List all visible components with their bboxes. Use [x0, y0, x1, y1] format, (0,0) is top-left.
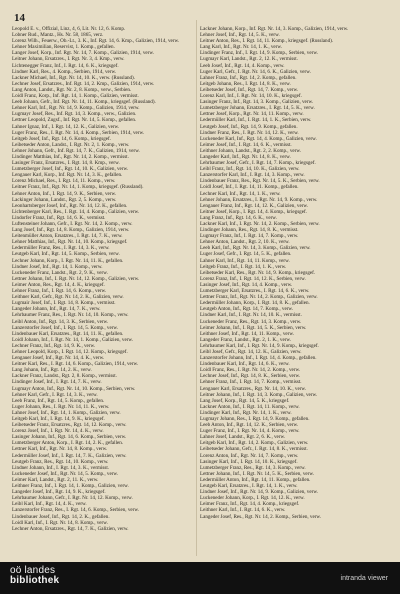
register-entry: Leitenmüller Anton, Ersatzres., I. Rgt. 14, 7. K., verw. [12, 233, 123, 240]
register-entry: Lindinger Josef, Inf., I. Rgt. 14, 7. K., verw. [12, 379, 102, 386]
register-entry: Ledermüller Anton, Inf., Rgt. 14, 11. Komp., gefallen. [200, 476, 311, 483]
register-entry: Lehner Maximilian, Reservist, 1. Komp., gefallen. [12, 44, 115, 51]
left-column [12, 26, 200, 556]
register-entry: Lumetzberger Johann, Ersatzres., I. Rgt. 14, 5. K., verw. [200, 105, 315, 112]
register-entry: Lahner Ignaz, Inf., I. Rgt. 14, 12. K., Galizien, verw. [12, 123, 120, 130]
register-entry: Leithner Karl, Inf., I. Rgt. 14, 6. K., verw. [200, 507, 286, 514]
register-entry: Lehrbaumer Josef, Gefr., I. Rgt. 14, 7. Komp., kriegsgef. [200, 160, 316, 167]
register-entry: Lehner Anton, Landst., Rgt. 2, 10. K., verw. [200, 239, 290, 246]
register-entry: Lugmayr Franz, Inf., I. Rgt. 14, 7. Komp., verw. [200, 233, 299, 240]
register-entry: Leitner Karl, Res., I. Rgt. 14, 6. Komp., Galizien, 1914, verw. [12, 361, 139, 368]
register-entry: Leibetseder Josef, Inf., Rgt. 14, 7. Komp., verw. [200, 86, 299, 93]
register-entry: Luftensteiner Johann, Gefr., I. Rgt. Nr. 14, 2. Komp., verw. [12, 221, 133, 227]
register-entry: Lehner Franz, Inf., I. Rgt. 14, 7. Komp., vermisst. [200, 379, 302, 386]
register-entry: Leibetseder Franz, Ersatzres., Rgt. 14, 12. Komp., verw. [12, 422, 127, 429]
register-entry: Leitner Johann, Inf., I. Rgt. 14, 3. Komp., Galizien, verw. [200, 391, 318, 398]
register-entry: Lorenz Michael, Res., I. Rgt. 14, 11. Komp., verw. [12, 178, 116, 185]
register-entry: Leeb Karl, Inf., Rgt. Nr. 14, 3. Komp., Galizien, verw. [200, 245, 311, 252]
register-entry: Lehner Johann, Gefr., Inf. Rgt. 14, 7. K., Galizien, 1914, verw. [12, 147, 140, 154]
logo-line-1: oö landes [10, 565, 56, 576]
register-entry: Ledermüller Franz, Res., I. Rgt. 14, 3. K., verw. [12, 245, 110, 252]
register-entry: Luckeneder Karl, Inf., Rgt. 14, 4. Komp., Galizien, verw. [200, 135, 317, 142]
register-entry: Leonhartsberger Josef, Inf., Rgt. Nr. 14, 12. K., gefallen. [12, 202, 128, 209]
register-entry: Luckeneder Josef, Inf., Rgt. Nr. 14, 5. Komp., verw. [12, 470, 119, 477]
register-entry: Lanzerstorfer Josef, Inf., I. Rgt. 14, 5. Komp., verw. [12, 324, 119, 331]
register-entry: Lumetzberger Anton, Korp., I. Rgt. 14, 2. K., gefallen. [12, 440, 124, 447]
register-entry: Ledermüller Josef, Inf., I. Rgt. 14, 7. K., Galizien, verw. [12, 452, 127, 459]
register-entry: Leibl Karl, Inf., Rgt. 14, 4. K., verw. [12, 501, 87, 508]
register-entry: Lumetzberger Karl, Ersatzres., I. Rgt. 14, 6. K., verw. [200, 288, 310, 295]
register-entry: Lehner Karl, Inf., Rgt. Nr. 14, 9. Komp., Galizien, 1914, verw. [12, 105, 140, 112]
register-entry: Leutgeb Karl, Ersatzres., I. Rgt. 14, 1. K., verw. [200, 483, 298, 490]
register-entry: Luger Karl, Gefr., I. Rgt. Nr. 14, 6. K., Galizien, verw. [200, 68, 311, 75]
register-entry: Leibetseder Karl, Res., Rgt. Nr. 14, 9. Komp., kriegsgef. [200, 269, 316, 276]
register-entry: Lettner Josef, Korp., Rgt. Nr. 14, 11. Komp., verw. [200, 111, 304, 118]
register-entry: Lugmayr Josef, Res., Inf. Rgt. 14, 3. Komp., verw., Galizien. [12, 111, 137, 118]
register-entry: Luger Josef, Gefr., I. Rgt. 14, 5. K., gefallen. [200, 251, 292, 258]
register-entry: Langeder Karl, Inf., Rgt. Nr. 14, 8. K., verw. [200, 153, 291, 160]
register-entry: Lindner Josef, Inf., Rgt. 14, 1. Komp., verw. [12, 263, 103, 270]
register-entry: Lang Anton, Landst., Rgt. Nr. 2, 8. Komp., verw., Serbien. [12, 86, 132, 93]
register-entry: Lobner Rud., Mantz., Hs. Nr. 58, 1865, verz. [12, 32, 104, 39]
register-entry: Leitgeb Josef, Inf., Rgt. 14, 6. Komp., kriegsgef. [12, 135, 112, 142]
register-entry: Lengauer Josef, Inf., Rgt. Nr. 14, 4. K., verw. [12, 355, 105, 362]
register-entry: Leitner Anton, Res., I. Rgt. 14, 11. Komp., kriegsgef. (Russland). [200, 38, 334, 45]
register-entry: Lindinger Matthias, Inf., Rgt. Nr. 14, 2. Komp., vermisst. [12, 153, 129, 160]
viewer-label: intranda viewer [340, 575, 388, 582]
register-entry: Luger Franz, Res., I. Rgt. Nr. 14, 4. Komp., Serbien, 1914, verw. [12, 129, 145, 136]
register-entry: Lugmair Josef, Inf., I. Rgt. 14, 8. Komp., vermisst. [12, 300, 116, 307]
register-entry: Loidl Franz, Korp., Inf. Rgt. 14, 1. Komp., Galizien, vermisst. [12, 93, 139, 100]
register-entry: Leimer Anton, Res., Rgt. 14, 4. K., kriegsgef. [12, 281, 105, 288]
register-entry: Lumetzberger Josef, Inf., Rgt. 14, 10. K., Galizien, verw. [12, 166, 129, 173]
register-entry: Leeb Anton, Inf., Rgt. 14, 12. K., Serbien, verw. [200, 422, 299, 429]
register-entry: Leutgeb Karl, Inf., Rgt. 14, 5. Komp., Serbien, verw. [12, 251, 120, 258]
register-entry: Lindenbauer Karl, Inf., Rgt. 14, 6. K., verw. [200, 361, 290, 368]
register-entry: Leitner Johann, Ersatzres., I. Rgt. Nr. 3, 4. Kmp., verw. [12, 56, 125, 63]
register-entry: Lehner Matthias, Inf., Rgt. Nr. 14, 10. Komp., kriegsgef. [12, 239, 128, 246]
register-entry: Lackner Michael, Inf., Rgt. Nr. 14, 10. K., verw. (Russland). [12, 74, 136, 81]
register-entry: Leitgeb Johann, Res., I. Rgt. 14, 8. K., verw. [200, 80, 291, 87]
register-entry: Langeder Josef, Inf., Rgt. 14, 9. K., kriegsgef. [12, 489, 106, 496]
register-entry: Leibl Josef, Gefr., Rgt. 14, 12. K., Galizien, verw. [200, 348, 302, 355]
register-entry: Lang Johann, Inf., Rgt. 14, 2. K., verw. [12, 367, 92, 374]
register-entry: Lorenz Franz, Inf., I. Rgt. 14, 12. K., Serbien, verw. [200, 275, 306, 282]
register-entry: Leibetseder Johann, Gefr., I. Rgt. 14, 8. K., vermisst. [200, 446, 308, 453]
register-entry: Leimer Josef, Inf., I. Rgt. 14, 6. K., vermisst. [200, 141, 292, 148]
register-entry: Leeb Franz, Inf., Rgt. 14, 5. Komp., gefallen. [12, 397, 105, 404]
register-entry: Lahner Josef, Inf., Rgt. 14, 1. Komp., Galizien, verw. [12, 409, 121, 416]
register-entry: Lang Josef, Inf., Rgt. 14, 8. Komp., Galizien, 1914, verw. [12, 227, 130, 234]
register-entry: Leutgeb Franz, Res., Rgt. 14, 10. Komp., verw. [12, 458, 109, 465]
register-entry: Lehner Josef, Inf., Rgt. 14, 5. K., verw. [200, 32, 280, 39]
register-entry: Lindner Franz, Res., I. Rgt. Nr. 14, 12. K., verw. [200, 129, 299, 136]
register-entry: Lengauer Franz, Inf., Rgt. 14, 12. K., Galizien, verw. [200, 202, 309, 209]
register-entry: Leithner Franz, Inf., I. Rgt. 14, 1. Komp., Galizien, verw. [12, 483, 129, 490]
register-entry: Lackner Franz, Landst., Rgt. 2, 8. Komp., vermisst. [12, 373, 117, 380]
register-entry: Lindner Karl, Res., 4. Komp., Serbien, 1914, verw. [12, 68, 117, 75]
register-entry: Lettner Karl, Inf., Rgt. Nr. 14, 8. Komp., verw. [12, 446, 108, 453]
register-entry: Langeder Johann, Inf., Rgt. 14, 7. K., verw. [12, 306, 101, 313]
register-entry: Luckeneder Franz, Res., Rgt. 14, 3. Komp., verw. [200, 318, 302, 325]
register-entry: Lanzerstorfer Karl, Inf., I. Rgt. 14, 3. Komp., verw. [200, 172, 305, 179]
register-entry: Lanzerstorfer Johann, Inf., I. Rgt. 14, 4. Komp., gefallen. [200, 355, 317, 362]
register-entry: Lechner Karl, Inf., Rgt. 14, 1. K., verw. [200, 190, 281, 197]
page-number: 14 [14, 12, 25, 24]
register-entry: Lorenz Anton, Inf., Rgt. Nr. 14, 7. Komp., verw. [200, 452, 299, 459]
register-entry: Leutgeb Anton, Inf., Rgt. 14, 7. Komp., verw. [200, 306, 294, 313]
column-divider [196, 20, 197, 556]
register-entry: Lang Josef, Korp., Rgt. 14, 5. K., kriegsgef. [200, 397, 290, 404]
register-entry: Lackner Anton, Inf., I. Rgt. 14, 11. Komp., verw. [200, 403, 300, 410]
register-entry: Lackinger Johann, Landst., Rgt. 2, 5. Komp., verw. [12, 196, 117, 203]
register-entry: Lichtenegger Franz, Inf., I. Rgt. 14, 6. K., kriegsgef. [12, 62, 119, 69]
register-entry: Lackner Karl, Inf., I. Rgt. Nr. 14, 2. Komp., Serbien, verw. [200, 221, 320, 227]
register-entry: Lechner Josef, Inf., Rgt. 14, 8. K., Serbien, verw. [200, 373, 301, 380]
register-entry: Leibl Anton, Inf., Rgt. 14, 3. K., Serbien, verw. [12, 318, 109, 325]
register-entry: Lasinger Karl, Inf., I. Rgt. 14, 10. K., kriegsgef. [200, 458, 298, 465]
library-logo[interactable] [10, 566, 59, 586]
register-entry: Leibetseder Anton, Landst., I. Rgt. Nr. 2, 1. Komp., verw. [12, 141, 130, 148]
register-entry: Leeb Johann, Gefr., Inf. Rgt. Nr. 14, 11. Komp., kriegsgef. (Russland). [12, 99, 156, 106]
register-entry: Lugmayr Johann, Res., I. Rgt. 14, 9. Komp., gefallen. [200, 416, 310, 422]
register-entry: Lengauer Karl, Korp., Inf. Rgt. Nr. 14, 3. K., gefallen. [12, 172, 123, 179]
register-entry: Lindner Karl, Inf., I. Rgt. Nr. 14, 10. K., vermisst. [200, 312, 302, 319]
register-entry: Lindner Johann, Inf., I. Rgt. 14, 3. K., vermisst. [12, 464, 110, 471]
register-entry: Luger Franz, Inf., I. Rgt. Nr. 14, 4. Komp., verw. [200, 428, 300, 435]
right-column [200, 26, 388, 556]
register-entry: Leitner Josef, Korp., I. Rgt. 14, 4. Komp., kriegsgef. [200, 208, 307, 215]
register-entry: Leithner Karl, Gefr., Rgt. Nr. 14, 2. K., Galizien, verw. [12, 294, 124, 301]
register-entry: Lehrbaumer Johann, Gefr., I. Rgt. Nr. 14, 12. Komp., verw. [12, 495, 133, 502]
register-entry: Leitgeb Karl, Inf., Rgt. 14, 2. Komp., Galizien, verw. [200, 440, 309, 447]
register-entry: Lettner Franz, Inf., Rgt. Nr. 14, 2. Komp., Galizien, verw. [200, 294, 318, 301]
viewer-footer [0, 562, 400, 594]
register-entry: Lehrbaumer Franz, Res., I. Rgt. Nr. 14, 10. Komp., verw. [12, 312, 129, 319]
register-entry: Leimer Franz, Inf., Rgt. 14, 4. Komp., kriegsgef. [200, 501, 300, 508]
register-entry: Lettner Leopold, Zugsf., Inf. Rgt. Nr. 14, 5. Komp., gefallen. [12, 117, 137, 124]
register-entry: Lasinger Franz, Ersatzres., I. Rgt. 14, 8. Kmp., verw. [12, 160, 120, 167]
register-entry: Lahner Karl, Inf., Rgt. 14, 11. Komp., verw. [200, 257, 290, 264]
register-entry: Lindinger Karl, Inf., Rgt. Nr. 14, 1. K., verw. [200, 409, 292, 416]
register-entry: Lichtenberger Karl, Res., I. Rgt. 14, 4. Komp., Galizien, verw. [12, 208, 140, 215]
register-entry: Luger Johann, Res., I. Rgt. Nr. 14, 11. K., verw. [12, 403, 110, 410]
register-entry: Leeb Josef, Inf., Rgt. 14, 4. Komp., verw. [200, 62, 285, 69]
register-entry: Lehner Johann, Ersatzres., I. Rgt. Nr. 14, 9. Komp., verw. [200, 196, 318, 203]
register-entry: Loidl Franz, Res., I. Rgt. Nr. 14, 2. Komp., verw. [200, 367, 301, 374]
register-entry: Lengauer Karl, Ersatzres., Rgt. Nr. 14, 10. K., verw. [200, 385, 307, 392]
register-entry: Ledermüller Johann, Korp., I. Rgt. 14, 8. K., gefallen. [200, 300, 310, 307]
register-entry: Leopold E. v., Offizial, Linz, 4, 6, Lit. Nr. 12, 6. Komp. [12, 26, 126, 32]
register-entry: Lumetzberger Franz, Res., Rgt. 14, 3. Komp., verw. [200, 464, 306, 471]
register-entry: Lechner Johann, Korp., I. Rgt. Nr. 14, 11. K., gefallen. [12, 257, 124, 264]
register-entry: Loidl Karl, Inf., I. Rgt. Nr. 14, 8. Komp., verw. [12, 519, 108, 526]
register-entry: Loidl Johann, Inf., I. Rgt. Nr. 14, 1. Komp., Galizien, verw. [12, 336, 134, 343]
register-entry: Leutgeb Josef, Inf., Rgt. 14, 9. Komp., gefallen. [200, 123, 298, 130]
register-entry: Loidl Josef, Inf., I. Rgt. 14, 11. Komp., gefallen. [200, 184, 299, 191]
register-entry: Lanzerstorfer Franz, Res., I. Rgt. 14, 6. Komp., Serbien, verw. [12, 507, 139, 514]
register-entry: Lang Franz, Inf., Rgt. 14, 6. K., verw. [200, 214, 277, 221]
register-entry: Lehner Leopold, Korp., I. Rgt. 14, 12. Komp., kriegsgef. [12, 348, 128, 355]
register-entry: Lasinger Franz, Inf., Rgt. 14, 3. Komp., Galizien, verw. [200, 99, 314, 106]
register-entry: Lettner Johann, Inf., I. Rgt. Nr. 14, 5. K., Serbien, verw. [200, 470, 314, 477]
register-entry: Luckeneder Johann, Korp., I. Rgt. 14, 12. K., verw. [200, 495, 305, 502]
logo-line-2: bibliothek [10, 575, 60, 586]
register-entry: Lindenbauer Karl, Ersatzres., Rgt. 14, 11. K., gefallen. [12, 330, 124, 337]
register-entry: Langer Josef, Korp., Inf. Rgt. Nr. 14, 7. Komp., Galizien, 1914, verw. [12, 50, 154, 57]
register-entry: Leitgeb Karl, Inf., I. Rgt. 14, 9. K., kriegsgef. [12, 416, 105, 422]
register-entry: Lehner Anton, Inf., I. Rgt. 14, 9. K., Serbien, verw. [12, 190, 117, 197]
register-entry: Leitgeb Franz, Inf., I. Rgt. 14, 1. K., verw. [200, 263, 287, 270]
register-entry: Lindorfer Franz, Inf., Rgt. 14, 6. K., vermisst. [12, 214, 106, 221]
register-entry: Leibl Franz, Inf., Rgt. 14, 10. K., Galizien, verw. [200, 166, 300, 173]
register-entry: Langeder Josef, Res., Rgt. Nr. 14, 2. Komp., Serbien, verw. [200, 513, 322, 520]
register-entry: Lorenz Josef, Inf., I. Rgt. Nr. 14, 4. K., verw. [12, 428, 104, 435]
register-entry: Lindinger Johann, Res., Rgt. 14, 8. K., vermisst. [200, 227, 299, 234]
register-entry: Lugmayr Karl, Landst., Rgt. 2, 12. K., vermisst. [200, 56, 298, 63]
register-entry: Lasinger Josef, Inf., Rgt. 14, 4. Komp., verw. [200, 281, 293, 288]
register-entry: Lehrbaumer Karl, Inf., I. Rgt. Nr. 14, 9. Komp., kriegsgef. [200, 342, 319, 349]
register-entry: Lindenbauer Josef, Inf., Rgt. 14, 2. K., gefallen. [12, 513, 110, 520]
register-entry: Lechner Franz, Inf., Rgt. 14, 9. K., verw. [12, 342, 96, 349]
register-entry: Leimer Karl, Landst., Rgt. 2, 11. K., verw. [12, 476, 99, 483]
register-entry: Lindenbauer Franz, Res., Rgt. Nr. 14, 5. K., Serbien, verw. [200, 178, 320, 185]
register-entry: Lindner Josef, Inf., Rgt. Nr. 14, 9. Komp., Galizien, verw. [200, 489, 318, 496]
register-entry: Leithner Johann, Landst., Rgt. 2, 2. Komp., verw. [200, 147, 301, 154]
register-entry: Lahner Franz, Inf., Rgt. 14, 2. Komp., gefallen. [200, 74, 297, 81]
register-entry: Lorenz Karl, Inf., I. Rgt. Nr. 14, 10. K., kriegsgef. [200, 93, 302, 100]
register-entry: Lindinger Franz, Inf., I. Rgt. 14, 9. Komp., Serbien, verw. [200, 50, 318, 57]
register-entry: Lettner Johann, Inf., I. Rgt. Nr. 14, 12. Komp., Galizien, verw. [12, 275, 140, 282]
register-entry: Leimer Johann, Inf., I. Rgt. 14, 5. K., Serbien, verw. [200, 324, 307, 331]
register-entry: Leithner Josef, Inf., Rgt. 14, 11. Komp., verw. [200, 330, 294, 337]
register-entry: Lechner Josef, Ersatzres., Inf. Rgt. 14, 2. Kmp., Galizien, 1914, verw. [12, 80, 155, 87]
register-entry: Luckeneder Franz, Landst., Rgt. 2, 9. K., verw. [12, 269, 108, 276]
register-entry: Lugmayr Anton, Inf., Rgt. Nr. 14, 10. Komp., Serbien, verw. [12, 385, 136, 392]
register-entry: Lehner Karl, Gefr., I. Rgt. 14, 3. K., verw. [12, 391, 98, 398]
register-entry: Lahner Josef, Landst., Rgt. 2, 6. K., verw. [200, 434, 286, 441]
register-entry: Lackner Johann, Korp., Inf. Rgt. Nr. 14, 3. Komp., Galizien, 1914, verw. [200, 26, 349, 32]
register-entry: Lorenz Wilh., Feuerw., Ob.-Lt., 3. K., Inf. Rgt. 14, 6. Kmp., Galizien, 1914, verw. [12, 38, 180, 45]
register-entry: Lang Karl, Inf., Rgt. Nr. 14, 1. K., verw. [200, 44, 283, 51]
register-entry: Lechner Anton, Ersatzres., Rgt. 14, 7. K., Galizien, verw. [12, 525, 129, 532]
register-entry: Ledermüller Karl, Inf., I. Rgt. 14, 1. K., Serbien, verw. [200, 117, 312, 124]
register-entry: Lehner Franz, Inf., I. Rgt. 14, 6. Komp., verw. [12, 288, 107, 295]
register-entry: Leitner Franz, Inf., Rgt. Nr. 14, 1. Komp., kriegsgef. (Russland). [12, 184, 144, 191]
register-entry: Langeder Franz, Landst., Rgt. 2, 1. K., verw. [200, 336, 292, 343]
register-entry: Lasinger Johann, Inf., Rgt. 14, 6. Komp., Serbien, verw. [12, 434, 127, 441]
